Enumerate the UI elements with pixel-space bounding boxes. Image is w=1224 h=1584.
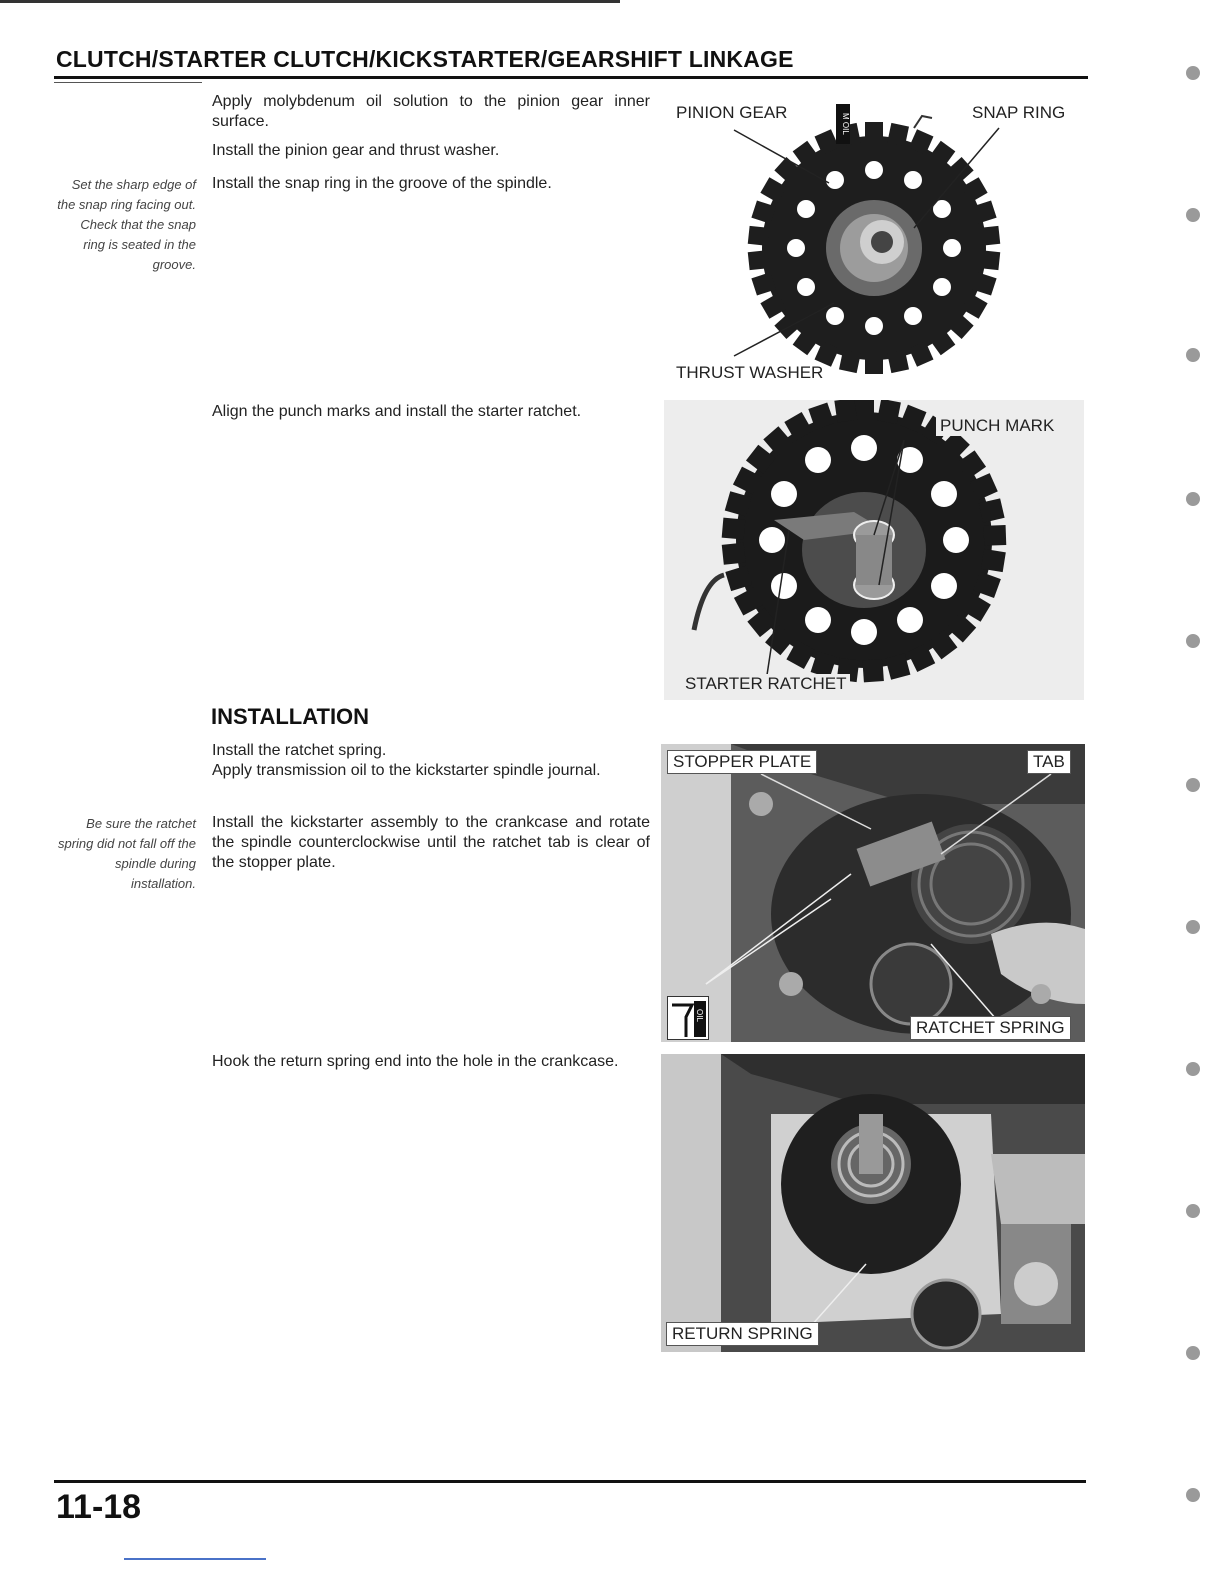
step-oil-journal: Apply transmission oil to the kickstarter spindle journal.	[212, 762, 601, 779]
page-number: 11-18	[56, 1488, 142, 1526]
header-rule	[54, 76, 1088, 79]
step-snap-ring: Install the snap ring in the groove of the spindle.	[212, 175, 552, 192]
crankcase-illustration-2	[661, 1054, 1085, 1352]
binder-hole-7	[1186, 920, 1200, 934]
section-heading-installation: INSTALLATION	[211, 704, 370, 729]
step-ratchet-align: Align the punch marks and install the starter ratchet.	[212, 403, 582, 420]
callout-tab: TAB	[1027, 750, 1071, 774]
figure-kickstarter-assembly	[661, 744, 1085, 1042]
callout-punch-mark: PUNCH MARK	[936, 416, 1058, 436]
callout-pinion-gear: PINION GEAR	[676, 103, 788, 122]
leader-lines-fig1	[664, 88, 1084, 388]
binder-hole-10	[1186, 1346, 1200, 1360]
side-note-ratchet: Be sure the ratchet spring did not fall off the spindle during installation.	[57, 816, 196, 891]
binder-hole-5	[1186, 634, 1200, 648]
binder-hole-8	[1186, 1062, 1200, 1076]
step-pinion-oil: Apply molybdenum oil solution to the pinion gear inner surface.	[212, 93, 650, 130]
step-return-spring: Hook the return spring end into the hole in the crankcase.	[212, 1053, 619, 1070]
callout-return-spring: RETURN SPRING	[666, 1322, 819, 1346]
binder-hole-2	[1186, 208, 1200, 222]
binder-hole-11	[1186, 1488, 1200, 1502]
page-title: CLUTCH/STARTER CLUTCH/KICKSTARTER/GEARSHIFT LINKAGE	[56, 46, 794, 72]
binder-hole-4	[1186, 492, 1200, 506]
ratchet-gear-illustration	[664, 400, 1084, 700]
footer-rule	[54, 1480, 1086, 1483]
binder-hole-3	[1186, 348, 1200, 362]
oil-icon	[667, 996, 709, 1040]
oil-icon-label: OIL	[695, 1009, 704, 1022]
crankcase-illustration-1	[661, 744, 1085, 1042]
binder-hole-9	[1186, 1204, 1200, 1218]
callout-stopper-plate: STOPPER PLATE	[667, 750, 817, 774]
binder-hole-1	[1186, 66, 1200, 80]
step-assembly: Install the kickstarter assembly to the crankcase and rotate the spindle counterclockwise until the ratchet tab is clear of the stopper plate.	[212, 814, 650, 871]
header-rule-left	[54, 82, 202, 83]
figure-return-spring	[661, 1054, 1085, 1352]
callout-starter-ratchet: STARTER RATCHET	[682, 674, 850, 694]
callout-snap-ring: SNAP RING	[972, 103, 1066, 122]
step-ratchet-spring: Install the ratchet spring.	[212, 742, 387, 759]
moly-oil-icon: M OIL	[836, 104, 850, 144]
callout-ratchet-spring: RATCHET SPRING	[910, 1016, 1071, 1040]
bottom-scan-line	[124, 1558, 266, 1560]
side-note-snap-ring: Set the sharp edge of the snap ring facing out. Check that the snap ring is seated in the groove.	[57, 177, 196, 272]
step-pinion-install: Install the pinion gear and thrust washer.	[212, 142, 500, 159]
figure-starter-ratchet	[664, 400, 1084, 700]
binder-hole-6	[1186, 778, 1200, 792]
callout-thrust-washer: THRUST WASHER	[676, 363, 824, 382]
top-scan-line	[0, 0, 620, 3]
